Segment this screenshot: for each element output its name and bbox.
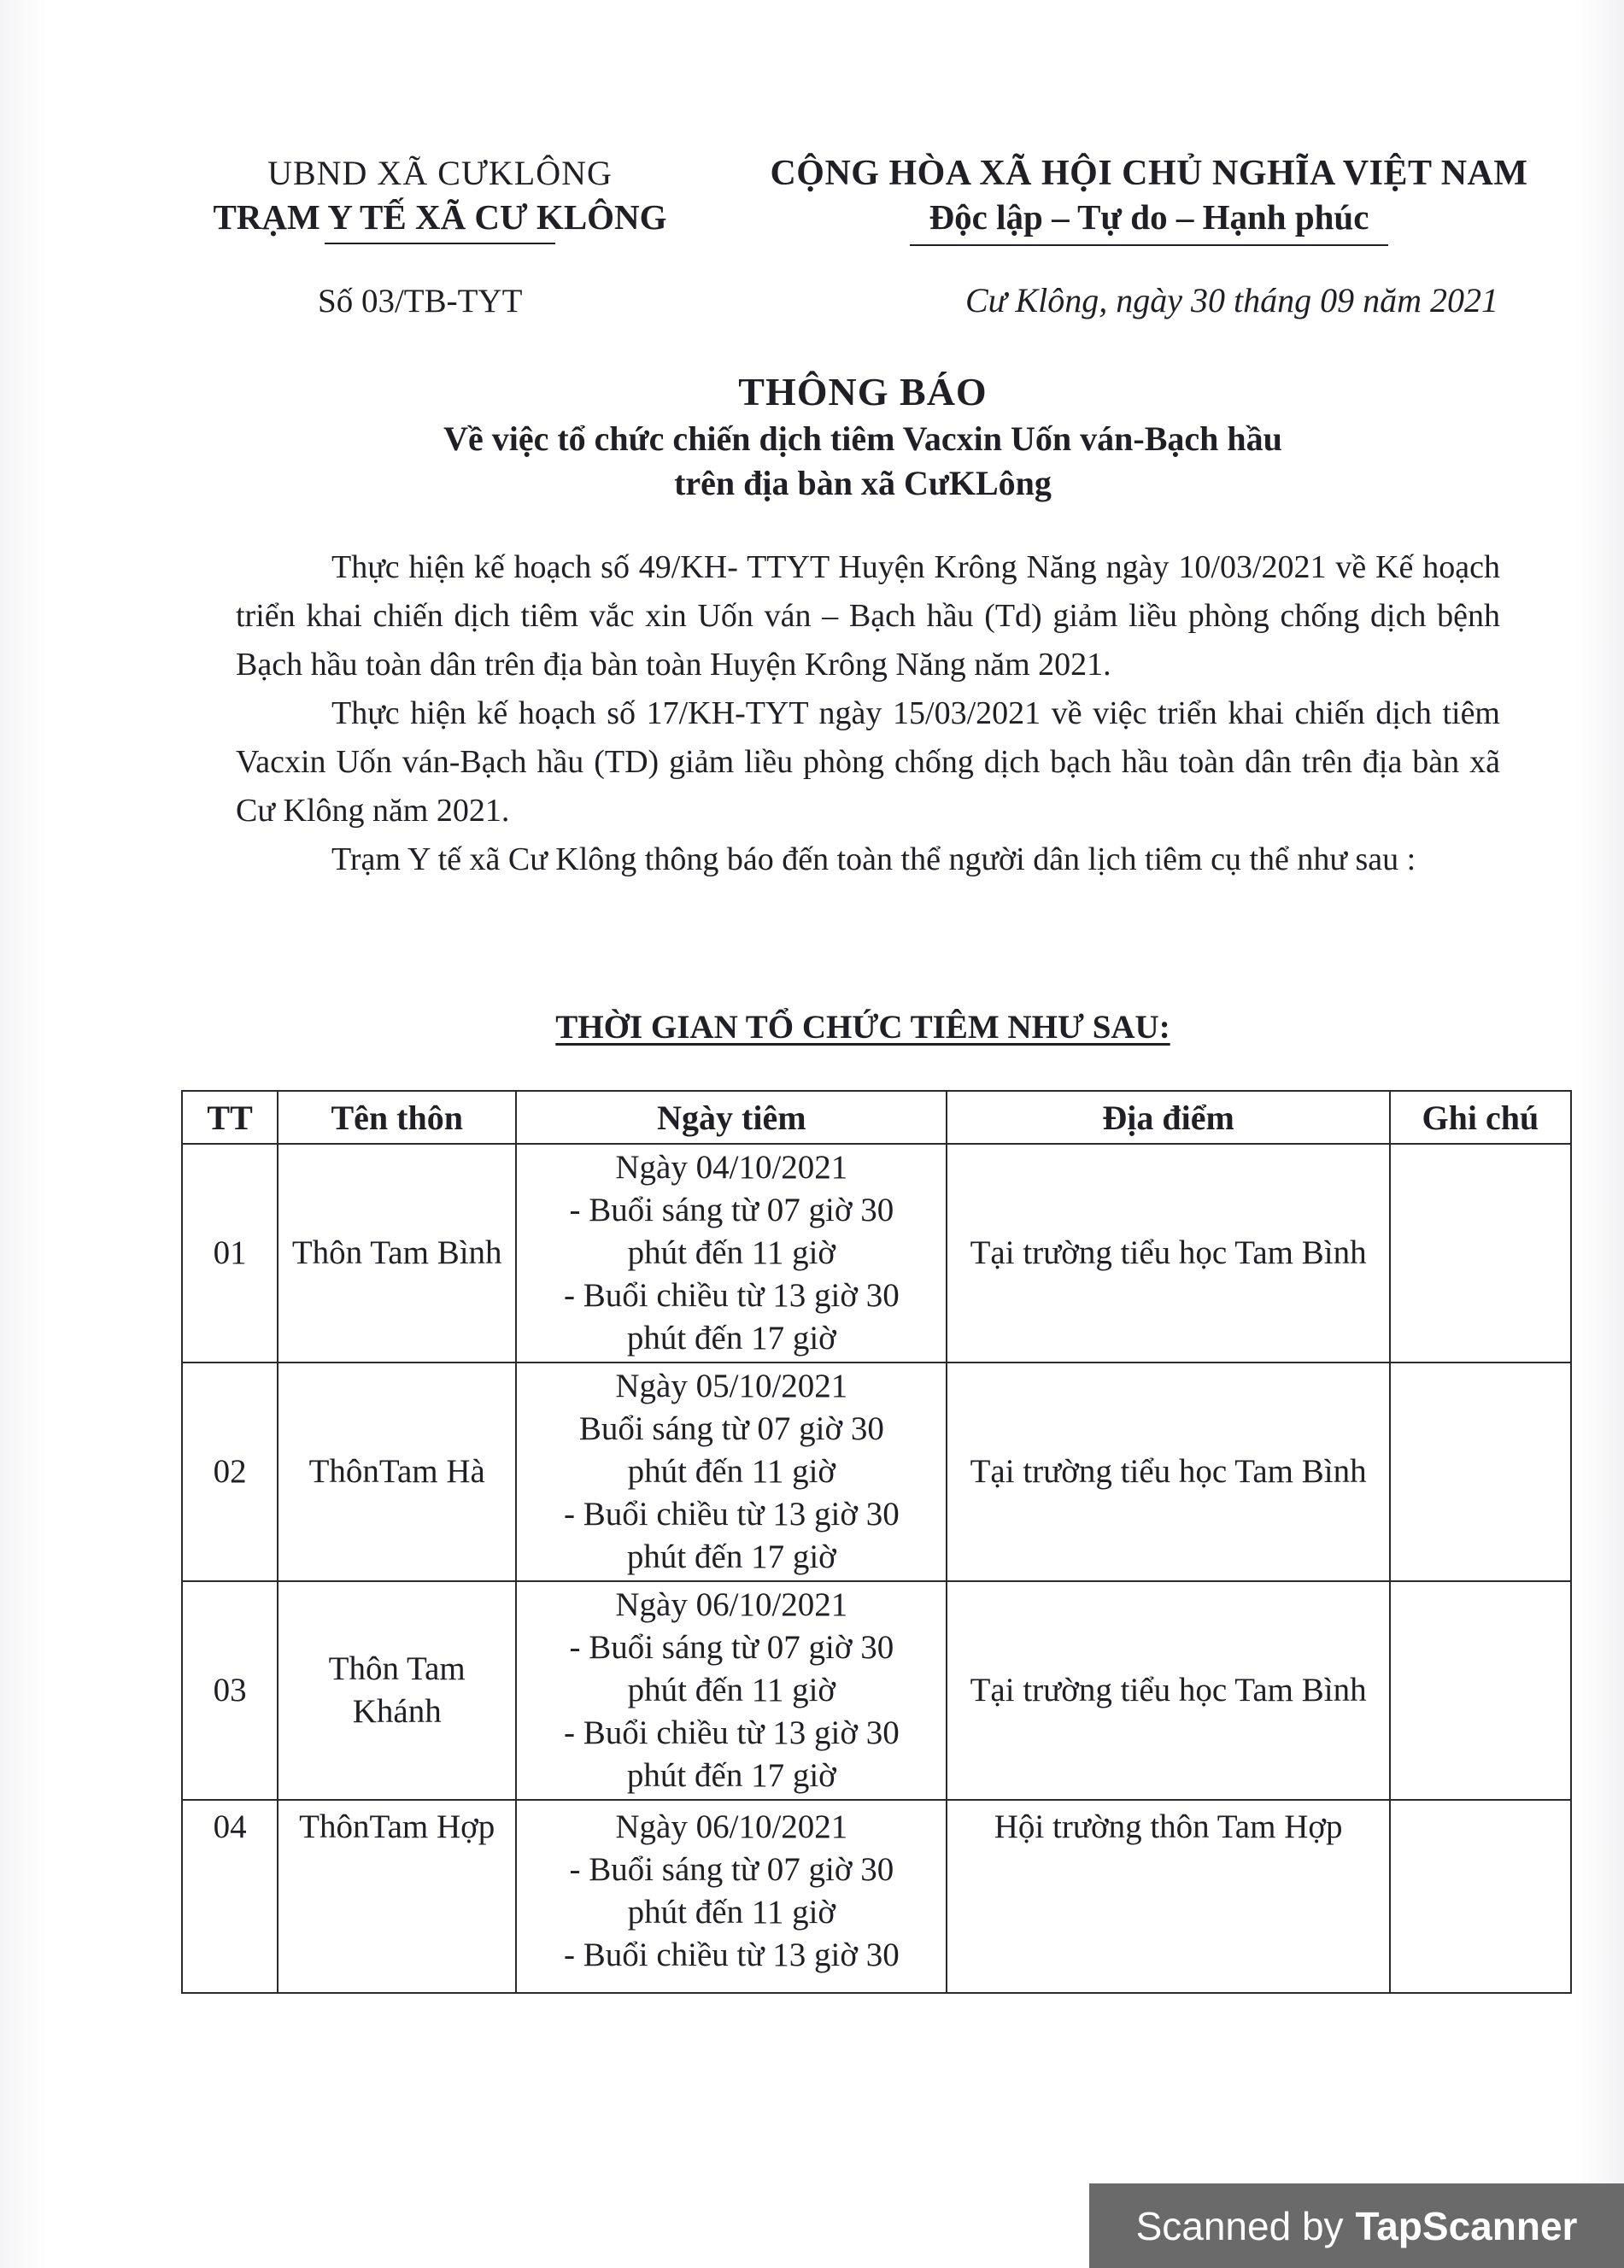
date-line: phút đến 11 giờ	[627, 1453, 836, 1490]
notice-title-block	[256, 367, 1469, 506]
row-location: Tại trường tiểu học Tam Bình	[947, 1581, 1389, 1800]
vaccination-schedule-table	[181, 1090, 1572, 1994]
row-village: ThônTam Hợp	[278, 1800, 516, 1993]
issuer-commune: UBND XÃ CƯKLÔNG	[267, 154, 613, 192]
row-location: Tại trường tiểu học Tam Bình	[947, 1144, 1389, 1363]
row-date	[516, 1581, 947, 1800]
header-date: Ngày tiêm	[516, 1091, 947, 1144]
date-line: - Buổi chiều từ 13 giờ 30	[563, 1714, 900, 1751]
date-line: - Buổi sáng từ 07 giờ 30	[569, 1851, 894, 1888]
row-location: Hội trường thôn Tam Hợp	[947, 1800, 1389, 1993]
watermark-brand: TapScanner	[1355, 2203, 1578, 2248]
document-date: Cư Klông, ngày 30 tháng 09 năm 2021	[965, 281, 1499, 319]
date-line: Ngày 04/10/2021	[615, 1149, 848, 1186]
row-note	[1390, 1800, 1571, 1993]
date-line: Buổi sáng từ 07 giờ 30	[578, 1410, 884, 1447]
table-row	[182, 1800, 1571, 1993]
date-line: phút đến 11 giờ	[627, 1894, 836, 1931]
row-date	[516, 1363, 947, 1581]
date-line: Ngày 06/10/2021	[615, 1586, 848, 1623]
table-row	[182, 1581, 1571, 1800]
row-number: 01	[182, 1144, 278, 1363]
date-line: - Buổi chiều từ 13 giờ 30	[563, 1496, 900, 1533]
table-row	[182, 1363, 1571, 1581]
header-note: Ghi chú	[1390, 1091, 1571, 1144]
row-date	[516, 1800, 947, 1993]
row-note	[1390, 1363, 1571, 1581]
date-line: phút đến 11 giờ	[627, 1672, 836, 1708]
issuer-underline	[325, 243, 555, 244]
date-line: - Buổi sáng từ 07 giờ 30	[569, 1192, 894, 1228]
date-line: Ngày 06/10/2021	[615, 1808, 848, 1845]
schedule-heading: THỜI GIAN TỔ CHỨC TIÊM NHƯ SAU:	[555, 1009, 1170, 1046]
header-village: Tên thôn	[278, 1091, 516, 1144]
row-note	[1390, 1144, 1571, 1363]
date-line: Ngày 05/10/2021	[615, 1368, 848, 1404]
row-village: ThônTam Hà	[278, 1363, 516, 1581]
notice-title: THÔNG BÁO	[738, 370, 988, 413]
issuer-station: TRẠM Y TẾ XÃ CƯ KLÔNG	[213, 197, 667, 237]
date-line: phút đến 11 giờ	[627, 1234, 836, 1271]
row-number: 02	[182, 1363, 278, 1581]
row-village: Thôn Tam Bình	[278, 1144, 516, 1363]
header-location: Địa điểm	[947, 1091, 1389, 1144]
table-row	[182, 1144, 1571, 1363]
notice-subtitle-1: Về việc tổ chức chiến dịch tiêm Vacxin Uốn ván-Bạch hầu	[443, 419, 1282, 458]
date-line: phút đến 17 giờ	[626, 1538, 836, 1575]
national-motto: Độc lập – Tự do – Hạnh phúc	[929, 197, 1369, 237]
date-line: - Buổi chiều từ 13 giờ 30	[563, 1937, 900, 1973]
row-number: 04	[182, 1800, 278, 1993]
date-line: - Buổi sáng từ 07 giờ 30	[569, 1629, 894, 1666]
row-location: Tại trường tiểu học Tam Bình	[947, 1363, 1389, 1581]
row-date	[516, 1144, 947, 1363]
row-village: Thôn Tam Khánh	[278, 1581, 516, 1800]
notice-subtitle-2: trên địa bàn xã CưKLông	[674, 464, 1052, 502]
national-title: CỘNG HÒA XÃ HỘI CHỦ NGHĨA VIỆT NAM	[770, 154, 1528, 193]
body-paragraph-3: Trạm Y tế xã Cư Klông thông báo đến toàn thể người dân lịch tiêm cụ thể như sau :	[331, 841, 1416, 877]
scanner-watermark	[1089, 2183, 1624, 2268]
notice-body	[236, 543, 1500, 884]
date-line: phút đến 17 giờ	[626, 1320, 836, 1357]
header-tt: TT	[182, 1091, 278, 1144]
national-header	[743, 152, 1555, 246]
body-paragraph-1: Thực hiện kế hoạch số 49/KH- TTYT Huyện Krông Năng ngày 10/03/2021 về Kế hoạch triển khai chiến dịch tiêm vắc xin Uốn ván – Bạch hầu (Td) giảm liều phòng chống dịch bệnh Bạch hầu toàn dân trên địa bàn toàn Huyện Krông Năng năm 2021.	[236, 549, 1500, 683]
motto-underline	[910, 244, 1388, 246]
body-paragraph-2: Thực hiện kế hoạch số 17/KH-TYT ngày 15/03/2021 về việc triển khai chiến dịch tiêm Vacxin Uốn ván-Bạch hầu (TD) giảm liều phòng chống dịch bạch hầu toàn dân trên địa bàn xã Cư Klông năm 2021.	[236, 695, 1500, 829]
date-line: phút đến 17 giờ	[626, 1757, 836, 1794]
watermark-prefix: Scanned by	[1135, 2203, 1344, 2248]
row-note	[1390, 1581, 1571, 1800]
row-number: 03	[182, 1581, 278, 1800]
date-line: - Buổi chiều từ 13 giờ 30	[563, 1277, 900, 1314]
issuer-header	[171, 152, 709, 244]
document-number: Số 03/TB-TYT	[318, 283, 523, 319]
table-header-row	[182, 1091, 1571, 1144]
